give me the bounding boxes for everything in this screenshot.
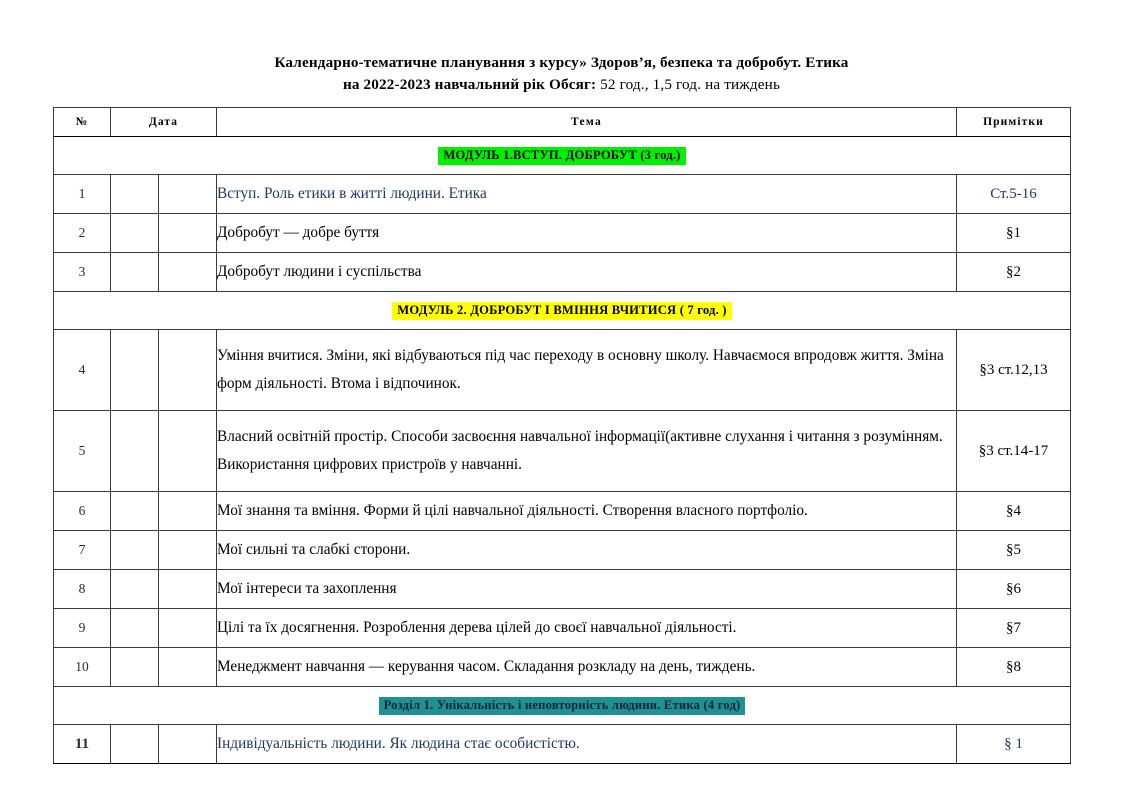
section-header-label: Розділ 1. Унікальність і неповторність людини. Етика (4 год) xyxy=(379,697,746,715)
cell-lesson-number: 1 xyxy=(54,175,111,214)
cell-date-secondary[interactable] xyxy=(159,253,217,292)
title-line-2 xyxy=(0,74,1123,96)
title-line-1: Календарно-тематичне планування з курсу» Здоров’я, безпека та добробут. Етика xyxy=(274,54,849,71)
cell-theme: Вступ. Роль етики в житті людини. Етика xyxy=(217,175,957,214)
cell-theme: Уміння вчитися. Зміни, які відбуваються під час переходу в основну школу. Навчаємося впродовж життя. Зміна форм діяльності. Втома і відпочинок. xyxy=(217,330,957,411)
cell-lesson-number: 6 xyxy=(54,492,111,531)
section-header-row xyxy=(54,292,1071,330)
cell-lesson-number: 8 xyxy=(54,570,111,609)
section-header-label: МОДУЛЬ 1.ВСТУП. ДОБРОБУТ (3 год.) xyxy=(438,147,685,165)
cell-date-primary[interactable] xyxy=(111,411,159,492)
cell-date-secondary[interactable] xyxy=(159,175,217,214)
cell-date-primary[interactable] xyxy=(111,214,159,253)
table-row xyxy=(54,609,1071,648)
schedule-table xyxy=(53,107,1071,764)
cell-lesson-number: 2 xyxy=(54,214,111,253)
page-title xyxy=(0,0,1123,95)
cell-notes: §3 ст.14-17 xyxy=(957,411,1071,492)
table-row xyxy=(54,330,1071,411)
cell-date-secondary[interactable] xyxy=(159,411,217,492)
cell-theme: Індивідуальність людини. Як людина стає особистістю. xyxy=(217,725,957,764)
cell-date-secondary[interactable] xyxy=(159,570,217,609)
cell-date-secondary[interactable] xyxy=(159,725,217,764)
cell-theme: Добробут — добре буття xyxy=(217,214,957,253)
column-header-number: № xyxy=(54,108,111,137)
section-header-cell xyxy=(54,292,1071,330)
cell-theme: Мої інтереси та захоплення xyxy=(217,570,957,609)
section-header-label: МОДУЛЬ 2. ДОБРОБУТ І ВМІННЯ ВЧИТИСЯ ( 7 год. ) xyxy=(392,302,731,320)
cell-lesson-number: 4 xyxy=(54,330,111,411)
table-row xyxy=(54,531,1071,570)
cell-date-primary[interactable] xyxy=(111,531,159,570)
cell-date-primary[interactable] xyxy=(111,570,159,609)
table-row xyxy=(54,253,1071,292)
cell-date-secondary[interactable] xyxy=(159,609,217,648)
cell-theme: Мої сильні та слабкі сторони. xyxy=(217,531,957,570)
table-row xyxy=(54,570,1071,609)
cell-theme: Мої знання та вміння. Форми й цілі навчальної діяльності. Створення власного портфоліо. xyxy=(217,492,957,531)
schedule-table-wrapper xyxy=(53,95,1070,764)
cell-date-secondary[interactable] xyxy=(159,214,217,253)
cell-lesson-number: 9 xyxy=(54,609,111,648)
table-row xyxy=(54,175,1071,214)
cell-notes: §1 xyxy=(957,214,1071,253)
cell-date-primary[interactable] xyxy=(111,492,159,531)
cell-lesson-number: 10 xyxy=(54,648,111,687)
cell-lesson-number: 11 xyxy=(54,725,111,764)
cell-notes: §2 xyxy=(957,253,1071,292)
table-row xyxy=(54,725,1071,764)
cell-lesson-number: 3 xyxy=(54,253,111,292)
cell-date-primary[interactable] xyxy=(111,330,159,411)
table-row xyxy=(54,648,1071,687)
cell-date-primary[interactable] xyxy=(111,175,159,214)
cell-notes: §6 xyxy=(957,570,1071,609)
table-header-row xyxy=(54,108,1071,137)
cell-date-primary[interactable] xyxy=(111,648,159,687)
cell-theme: Добробут людини і суспільства xyxy=(217,253,957,292)
column-header-theme: Тема xyxy=(217,108,957,137)
cell-date-primary[interactable] xyxy=(111,253,159,292)
cell-date-secondary[interactable] xyxy=(159,648,217,687)
cell-theme: Цілі та їх досягнення. Розроблення дерева цілей до своєї навчальної діяльності. xyxy=(217,609,957,648)
cell-theme: Власний освітній простір. Способи засвоєння навчальної інформації(активне слухання і читання з розумінням. Використання цифрових пристроїв у навчанні. xyxy=(217,411,957,492)
cell-lesson-number: 5 xyxy=(54,411,111,492)
title-line-2-bold: на 2022-2023 навчальний рік Обсяг: xyxy=(342,75,597,93)
cell-notes: §5 xyxy=(957,531,1071,570)
section-header-row xyxy=(54,687,1071,725)
cell-notes: Ст.5-16 xyxy=(957,175,1071,214)
cell-date-secondary[interactable] xyxy=(159,531,217,570)
section-header-cell xyxy=(54,687,1071,725)
table-row xyxy=(54,492,1071,531)
table-row xyxy=(54,411,1071,492)
cell-notes: §8 xyxy=(957,648,1071,687)
cell-date-secondary[interactable] xyxy=(159,330,217,411)
cell-date-primary[interactable] xyxy=(111,609,159,648)
section-header-cell xyxy=(54,137,1071,175)
column-header-date: Дата xyxy=(111,108,217,137)
title-line-2-normal: 52 год., 1,5 год. на тиждень xyxy=(596,75,781,93)
section-header-row xyxy=(54,137,1071,175)
cell-notes: § 1 xyxy=(957,725,1071,764)
cell-date-primary[interactable] xyxy=(111,725,159,764)
table-body xyxy=(54,137,1071,764)
cell-lesson-number: 7 xyxy=(54,531,111,570)
cell-notes: §7 xyxy=(957,609,1071,648)
cell-theme: Менеджмент навчання — керування часом. Складання розкладу на день, тиждень. xyxy=(217,648,957,687)
column-header-notes: Примітки xyxy=(957,108,1071,137)
table-row xyxy=(54,214,1071,253)
cell-notes: §3 ст.12,13 xyxy=(957,330,1071,411)
table-header xyxy=(54,108,1071,137)
cell-date-secondary[interactable] xyxy=(159,492,217,531)
cell-notes: §4 xyxy=(957,492,1071,531)
